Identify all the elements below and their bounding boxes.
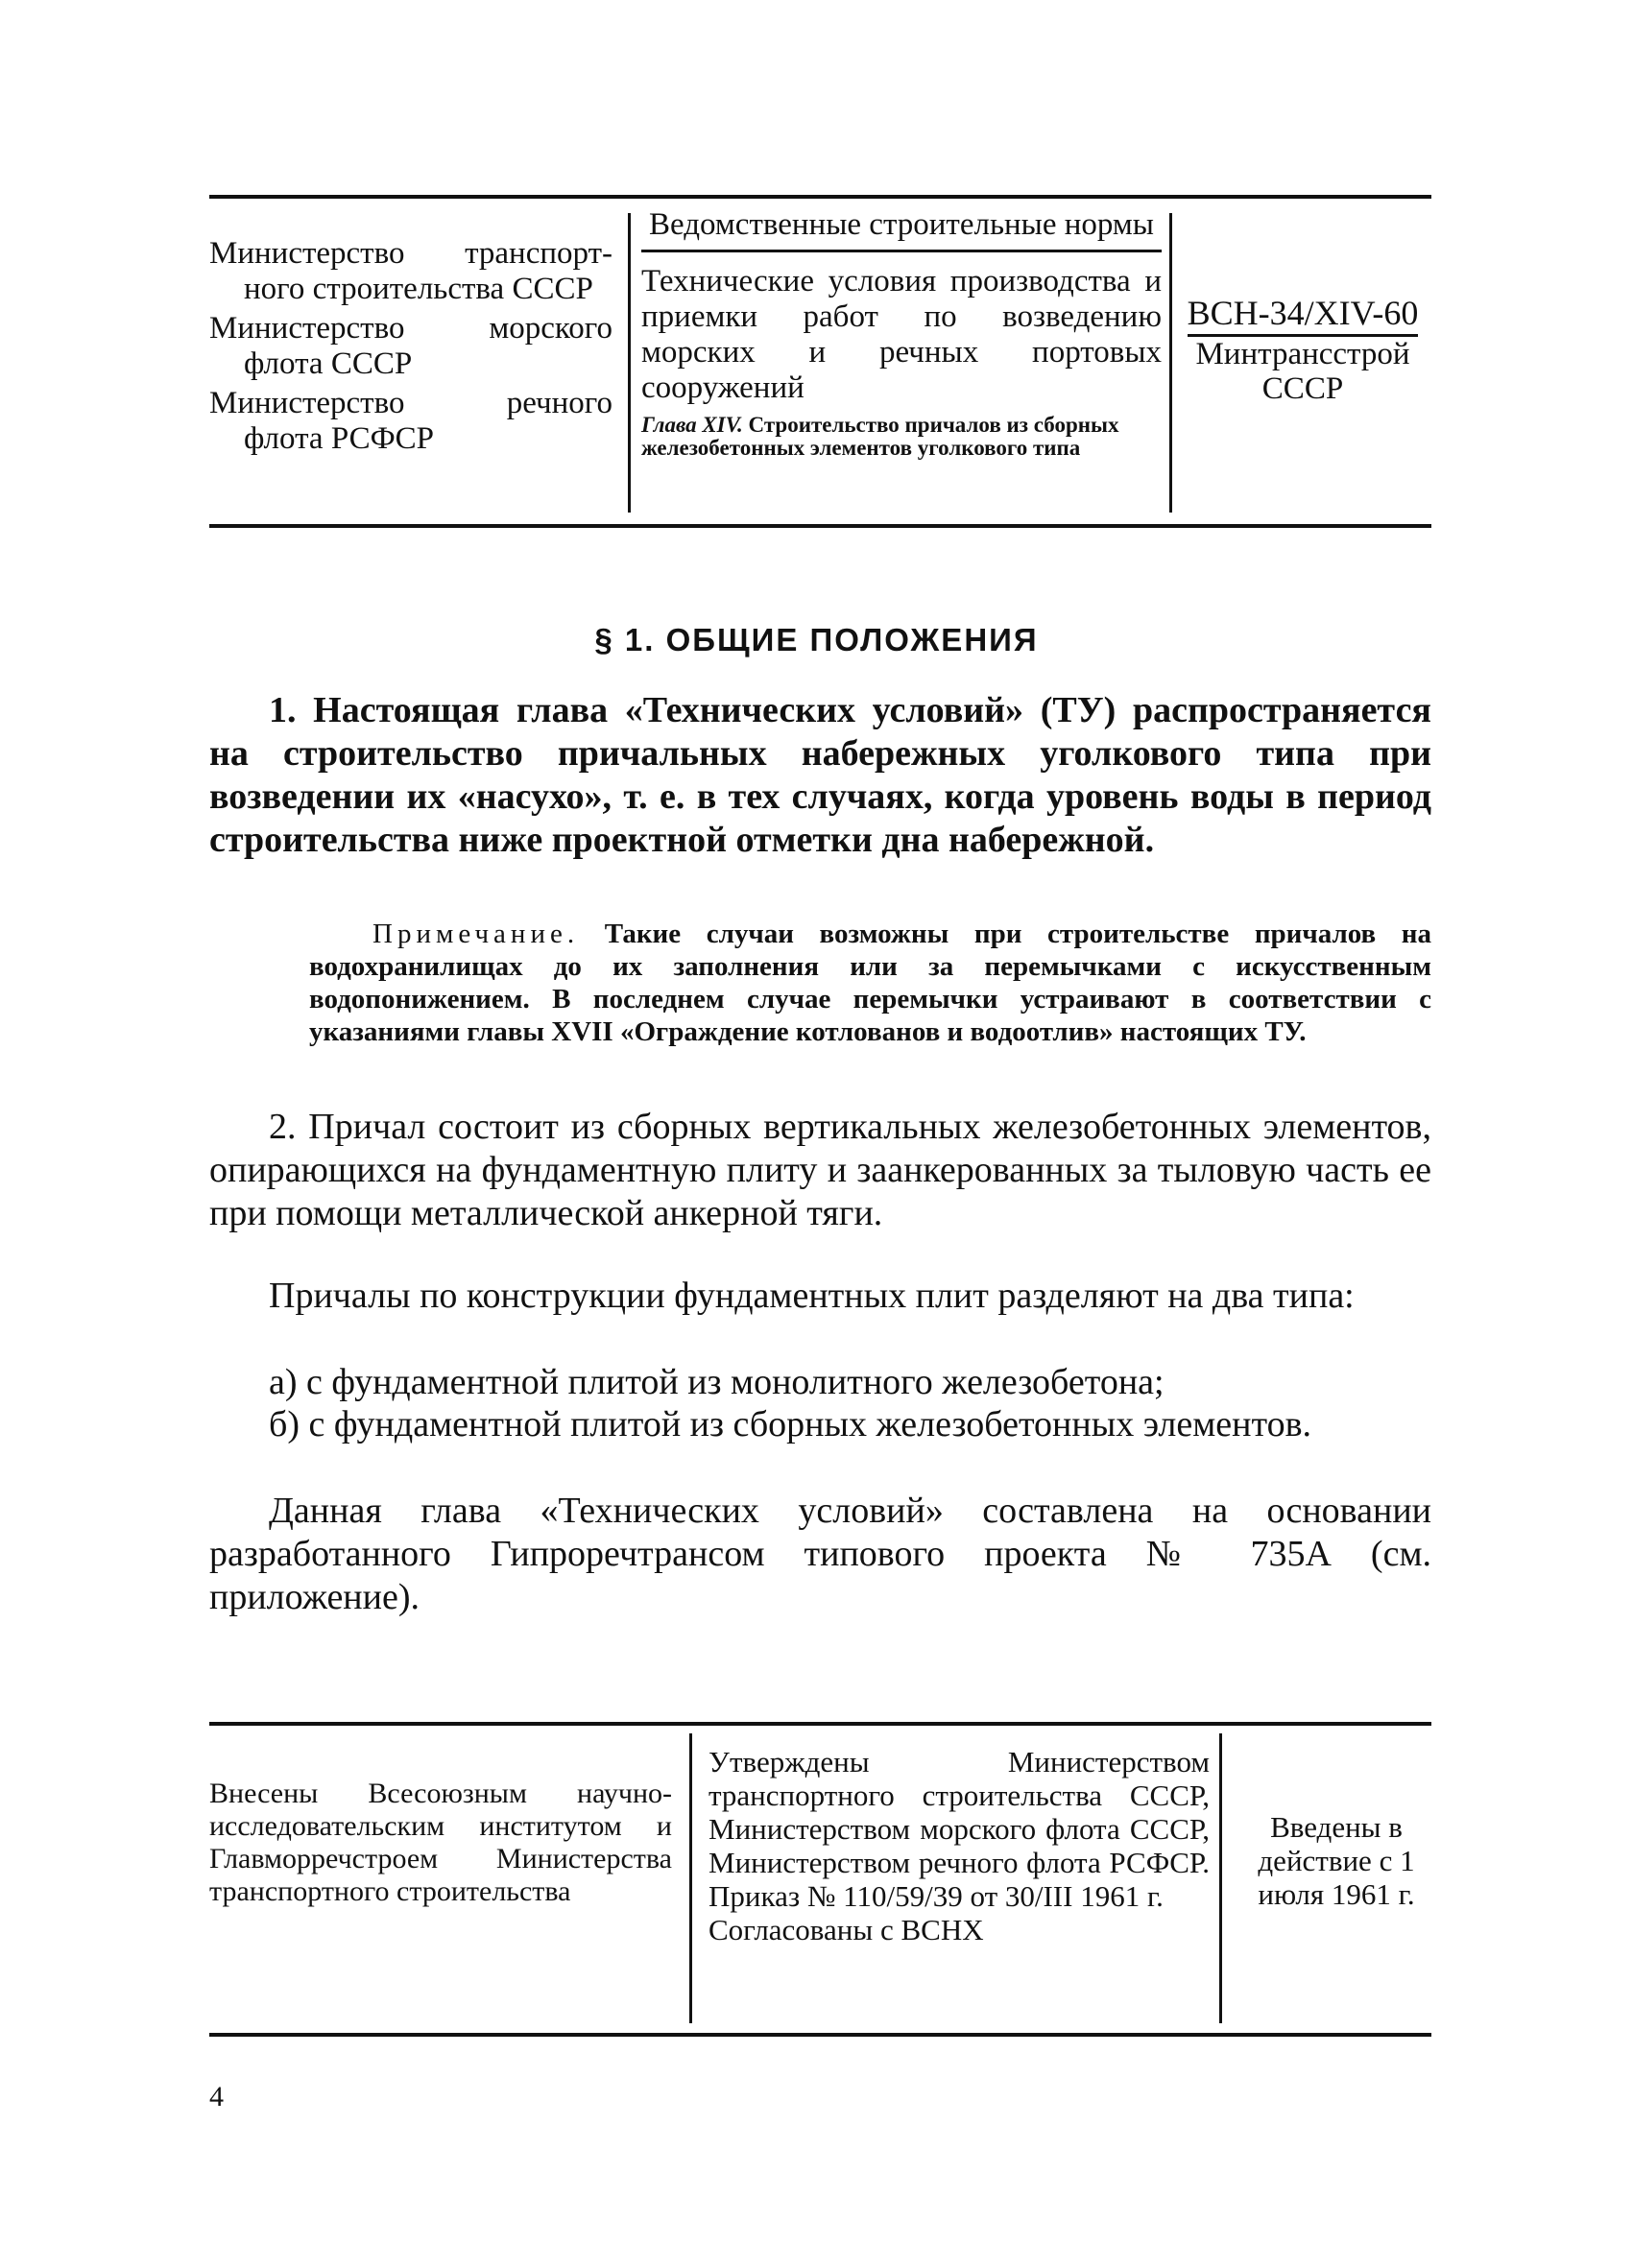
ministry-marine: Министерство морского флота СССР — [209, 311, 612, 381]
document-code-block — [1173, 294, 1432, 406]
note — [309, 918, 1431, 1048]
footer-top-rule — [209, 1722, 1431, 1726]
introduced-by: Внесены Всесоюзным научно-исследовательским институтом и Главморречстроем Министерства транспортного строительства — [209, 1778, 672, 1907]
issuing-ministries — [209, 236, 612, 461]
paragraph-3: Причалы по конструкции фундаментных плит разделяют на два типа: — [269, 1276, 1355, 1316]
issuing-agency: Минтрансстрой СССР — [1195, 337, 1410, 406]
paragraph-2: 2. Причал состоит из сборных вертикальных железобетонных элементов, опирающихся на фундаментную плиту и заанкерованных за тыловую часть ее при помощи металлической анкерной тяги. — [209, 1107, 1431, 1233]
chapter-title — [641, 414, 1162, 460]
chapter-text: Строительство причалов из сборных железобетонных элементов уголкового типа — [641, 413, 1119, 460]
ministry-river: Министерство речного флота РСФСР — [209, 386, 612, 456]
header-top-rule — [209, 195, 1431, 199]
document-code: ВСН-34/XIV-60 — [1188, 294, 1419, 337]
document-kind: Ведомственные строительные нормы — [641, 207, 1162, 252]
document-title-block — [641, 207, 1162, 460]
note-text: Такие случаи возможны при строительстве причалов на водохранилищах до их заполнения или за перемычками с искусственным водопонижением. В последнем случае перемычки устраивают в соответствии с указаниями главы XVII «Ограждение котлованов и водоотлив» настоящих ТУ. — [309, 919, 1431, 1047]
header-bottom-rule — [209, 524, 1431, 528]
approved-by: Утверждены Министерством транспортного строительства СССР, Министерством морского флота СССР, Министерством речного флота РСФСР. Приказ № 110/59/39 от 30/III 1961 г. — [708, 1745, 1210, 1913]
chapter-label: Глава XIV. — [641, 413, 743, 437]
page-number: 4 — [209, 2081, 224, 2113]
header-divider-1 — [628, 213, 631, 513]
footer-divider-1 — [689, 1733, 692, 2023]
document-title: Технические условия производства и приемки работ по возведению морских и речных портовых сооружений — [641, 264, 1162, 405]
footer-bottom-rule — [209, 2033, 1431, 2037]
approval-block — [708, 1745, 1210, 1946]
section-title: § 1. ОБЩИЕ ПОЛОЖЕНИЯ — [594, 622, 1039, 657]
header-divider-2 — [1169, 213, 1172, 513]
list-item-b: б) с фундаментной плитой из сборных железобетонных элементов. — [269, 1404, 1312, 1444]
list-item-a: а) с фундаментной плитой из монолитного железобетона; — [269, 1362, 1165, 1402]
paragraph-1: 1. Настоящая глава «Технических условий» (ТУ) распространяется на строительство причальных набережных уголкового типа при возведении их «насухо», т. е. в тех случаях, когда уровень воды в период строительства ниже проектной отметки дна набережной. — [209, 690, 1431, 860]
agreed-with: Согласованы с ВСНХ — [708, 1913, 984, 1946]
ministry-transport: Министерство транспорт- ного строительства СССР — [209, 236, 612, 306]
effective-date: Введены в действие с 1 июля 1961 г. — [1258, 1810, 1415, 1911]
note-label: Примечание. — [372, 919, 580, 949]
footer-divider-2 — [1219, 1733, 1222, 2023]
paragraph-4: Данная глава «Технических условий» составлена на основании разработанного Гипроречтрансом типового проекта № 735А (см. приложение). — [209, 1491, 1431, 1617]
